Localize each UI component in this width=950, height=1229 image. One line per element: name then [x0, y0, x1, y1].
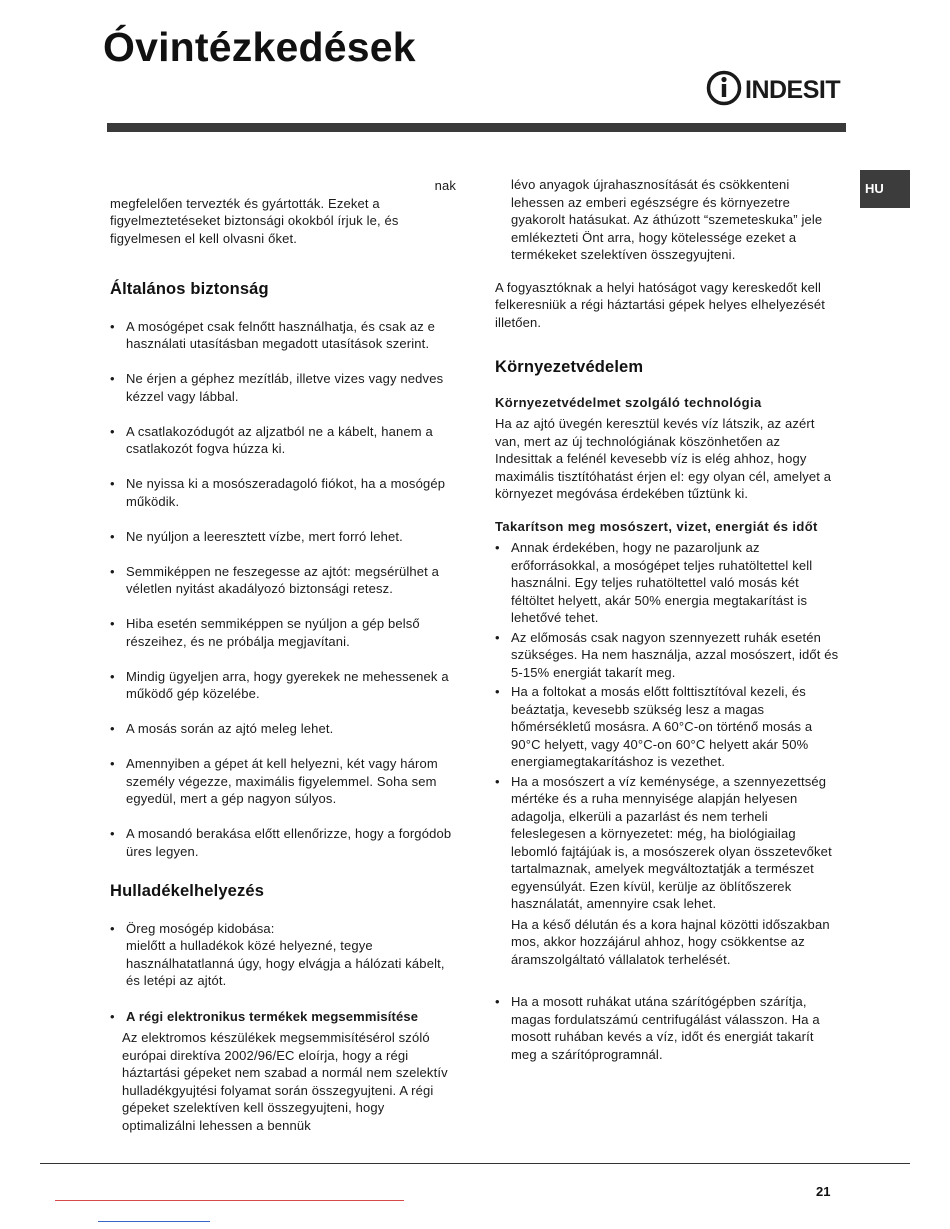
savings-list-last [495, 993, 840, 1063]
page-title: Óvintézkedések [103, 24, 416, 70]
list-item: • Ha a foltokat a mosás előtt folttisztítóval kezeli, és beáztatja, kevesebb szükség lesz a magas hőmérsékletű mosásra. A 60°C-on történő mosás a 90°C helyett, vagy 40°C-on 60°C helyett akár 50% energiamegtakarításhoz is vezethet. [495, 683, 840, 771]
list-item: • Ne nyissa ki a mosószeradagoló fiókot, ha a mosógép működik. [110, 475, 456, 510]
language-badge: HU [860, 170, 910, 208]
savings-extra-text: Ha a késő délután és a kora hajnal közötti időszakban mos, akkor hozzájárul ahhoz, hogy csökkentse az áramszolgáltató vállalatok terhelését. [511, 916, 830, 967]
consumer-text: A fogyasztóknak a helyi hatóságot vagy kereskedőt kell felkeresniük a régi háztartási gépek helyes elhelyezését illetően. [495, 279, 825, 330]
list-item [110, 920, 456, 990]
waste-item-lead: Öreg mosógép kidobása: [126, 920, 275, 936]
indesit-logo-icon [706, 68, 851, 108]
list-item [110, 1008, 456, 1026]
list-item: • Az előmosás csak nagyon szennyezett ruhák esetén szükséges. Ha nem használja, azzal mosószert, időt és 5-15% energiát takarít meg. [495, 629, 840, 682]
savings-list [495, 539, 840, 913]
intro-text: megfelelően tervezték és gyártották. Ezeket a figyelmeztetéseket biztonsági okokból írjuk le, és figyelmesen el kell olvasni őket. [110, 195, 399, 246]
list-item: • Ne nyúljon a leeresztett vízbe, mert forró lehet. [110, 528, 456, 546]
page-number: 21 [816, 1184, 831, 1199]
header-divider [107, 123, 846, 132]
blue-rule [98, 1221, 210, 1222]
safety-list [110, 318, 456, 861]
svg-text:INDESIT: INDESIT [745, 76, 841, 104]
technology-text: Ha az ajtó üvegén keresztül kevés víz látszik, az azért van, mert az új technológiának köszönhetően az Indesittak a felénél kevesebb víz is elég ahhoz, hogy maximális tisztítóhatást érjen el: egy olyan cél, amelyet a környezet megóvása érdekében tűztünk ki. [495, 416, 832, 501]
list-item: • Ha a mosott ruhákat utána szárítógépben szárítja, magas fordulatszámú centrifugálást válasszon. Ha a mosott ruhában kevés a víz, időt és energiát takarít meg a szárítóprogramnál. [495, 993, 840, 1063]
list-item: • A mosandó berakása előtt ellenőrizze, hogy a forgódob üres legyen. [110, 825, 456, 860]
right-column [495, 176, 840, 1063]
list-item: • A mosógépet csak felnőtt használhatja, és csak az e használati utasításban megadott utasítások szerint. [110, 318, 456, 353]
list-item: • Ha a mosószert a víz keménysége, a szennyezettség mértéke és a ruha mennyisége alapján helyesen adagolja, elkerüli a pazarlást és nem terheli feleslegesen a környezetet: még, ha biológiailag lebomló fajtájúak is, a mosószerek olyan összetevőket tartalmaznak, amelyek megváltoztatják a természet egyensúlyát. Ezen kívül, kerülje az öblítőszerek használatát, amennyire csak lehet. [495, 773, 840, 913]
environment-heading: Környezetvédelem [495, 358, 644, 376]
indesit-logo [706, 68, 851, 108]
safety-heading: Általános biztonság [110, 280, 269, 298]
list-item: • Hiba esetén semmiképpen se nyúljon a gép belső részeihez, és ne próbálja megjavítani. [110, 615, 456, 650]
list-item: • Amennyiben a gépet át kell helyezni, két vagy három személy végezze, maximális figyelemmel. Soha sem egyedül, mert a gép nagyon súlyos. [110, 755, 456, 808]
waste-list [110, 920, 456, 1026]
list-item: • A mosás során az ajtó meleg lehet. [110, 720, 456, 738]
footer-divider [40, 1163, 910, 1164]
red-rule [55, 1200, 404, 1201]
technology-subheading: Környezetvédelmet szolgáló technológia [495, 394, 762, 410]
intro-fragment: nak [434, 178, 456, 193]
list-item: • Ne érjen a géphez mezítláb, illetve vizes vagy nedves kézzel vagy lábbal. [110, 370, 456, 405]
list-item: • Mindig ügyeljen arra, hogy gyerekek ne mehessenek a működő gép közelébe. [110, 668, 456, 703]
waste-item-title: A régi elektronikus termékek megsemmisítése [126, 1008, 419, 1024]
weee-continued-text: lévo anyagok újrahasznosítását és csökkenteni lehessen az emberi egészségre és környezetre gyakorolt hatásukat. Az áthúzott “szemeteskuka” jele emlékezteti Önt arra, hogy kötelessége ezeket a termékeket szelektíven összegyujteni. [511, 177, 823, 262]
left-column [110, 176, 456, 1134]
waste-heading: Hulladékelhelyezés [110, 882, 265, 900]
list-item: • Semmiképpen ne feszegesse az ajtót: megsérülhet a véletlen nyitást akadályozó biztonsági retesz. [110, 563, 456, 598]
list-item: • A csatlakozódugót az aljzatból ne a kábelt, hanem a csatlakozót fogva húzza ki. [110, 423, 456, 458]
list-item: • Annak érdekében, hogy ne pazaroljunk az erőforrásokkal, a mosógépet teljes ruhatöltettel kell használni. Egy teljes ruhatöltettel való mosás két féltöltet helyett, akár 50% energia megtakarítást is lehetővé tehet. [495, 539, 840, 627]
weee-text: Az elektromos készülékek megsemmisítésérol szóló európai direktíva 2002/96/EC eloírja, hogy a régi háztartási gépeket nem szabad a normál nem szelektív hulladékgyujtési folyamat során összegyujteni. A régi gépeket szelektíven kell összegyujteni, hogy optimalizálni lehessen a bennük [122, 1030, 448, 1133]
waste-item-text: mielőtt a hulladékok közé helyezné, tegye használhatatlanná úgy, hogy elvágja a hálózati kábelt, és letépi az ajtót. [126, 938, 445, 988]
savings-subheading: Takarítson meg mosószert, vizet, energiát és időt [495, 518, 818, 534]
